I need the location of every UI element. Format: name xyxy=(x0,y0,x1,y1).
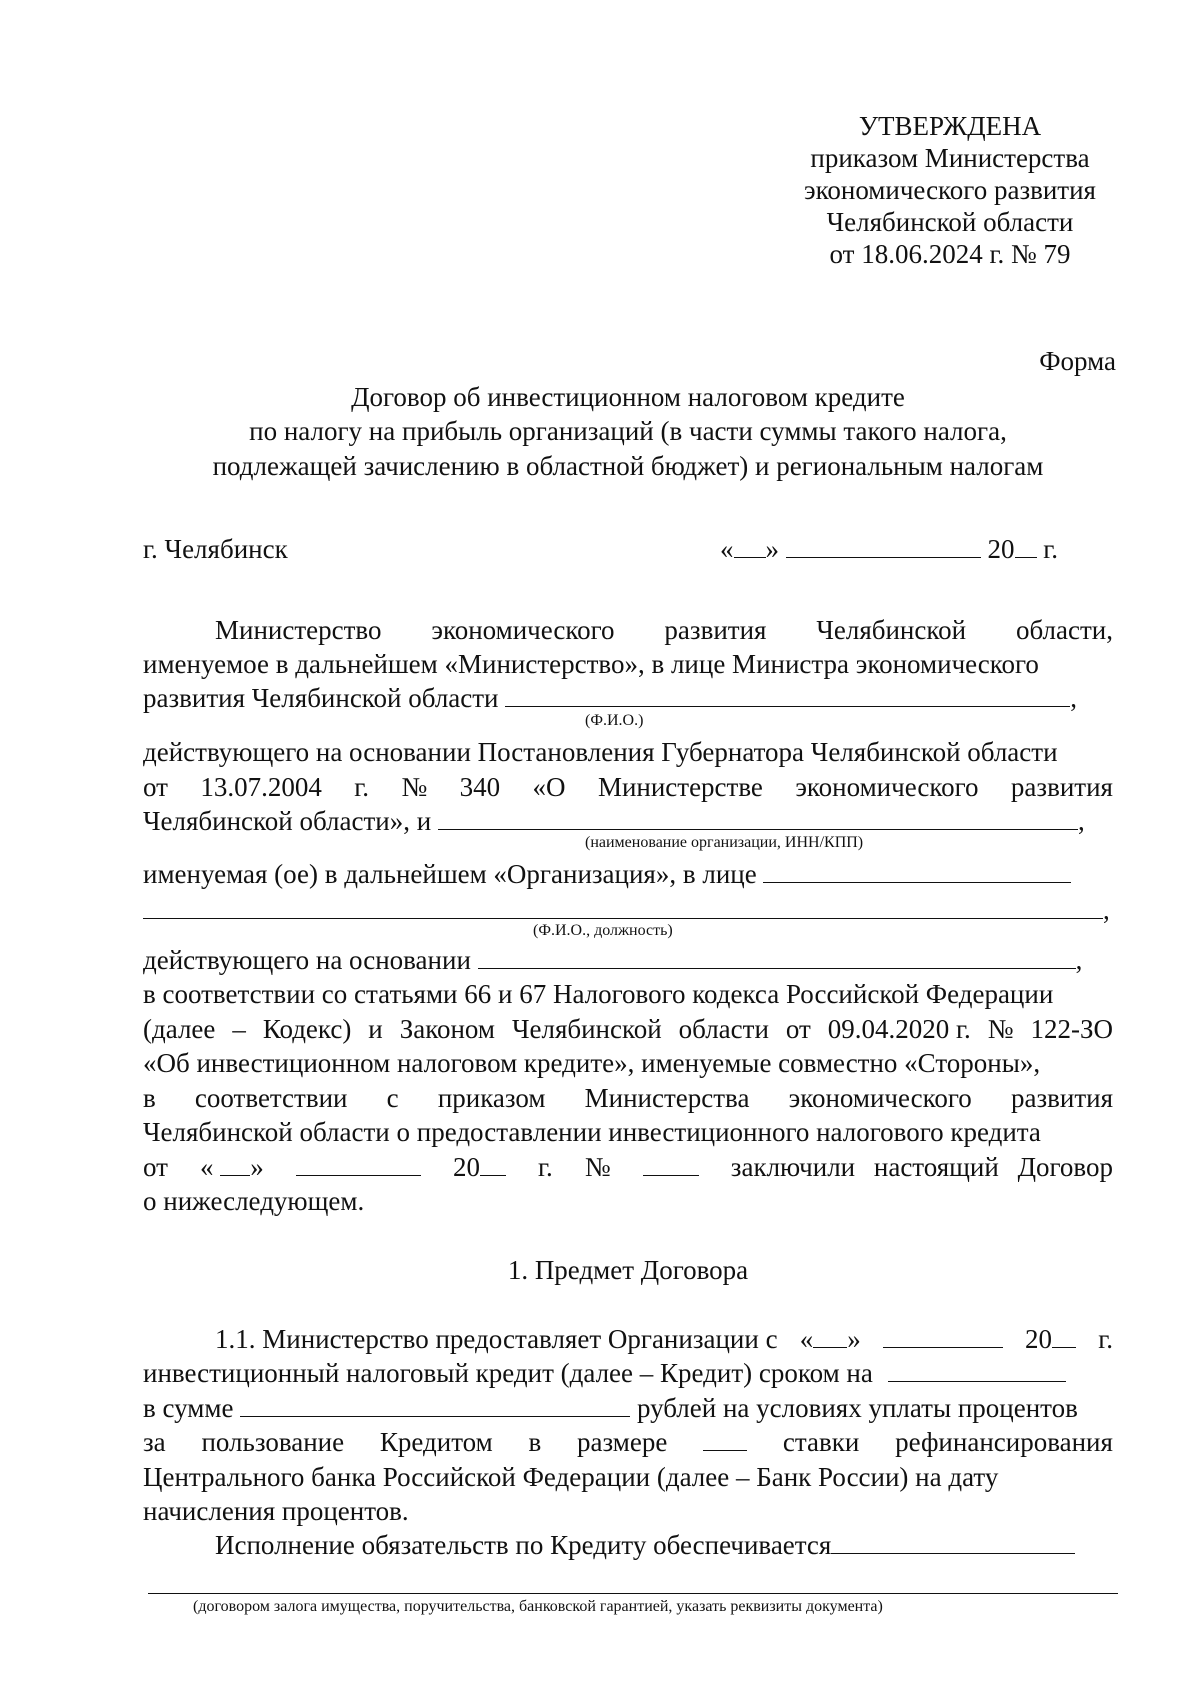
security-text: Исполнение обязательств по Кредиту обеспечивается xyxy=(215,1530,832,1560)
place: г. Челябинск xyxy=(143,534,288,564)
hint-security: (договором залога имущества, поручительства, банковской гарантией, указать реквизиты документа) xyxy=(193,1598,883,1615)
comma: , xyxy=(1075,945,1083,975)
contract-date xyxy=(720,532,1058,567)
basis-field[interactable] xyxy=(478,943,1076,969)
order-day-field[interactable] xyxy=(220,1150,250,1176)
word: Законом xyxy=(399,1014,495,1044)
parties-line-9: в соответствии со статьями 66 и 67 Налогового кодекса Российской Федерации xyxy=(143,979,1054,1009)
date-month-field[interactable] xyxy=(786,532,981,558)
word: Министерства xyxy=(584,1083,750,1113)
word: заключили настоящий Договор xyxy=(730,1152,1113,1182)
word: рефинансирования xyxy=(895,1427,1113,1457)
title-line-2: по налогу на прибыль организаций (в части суммы такого налога, xyxy=(249,416,1007,446)
title-line-1: Договор об инвестиционном налоговом кредите xyxy=(351,382,905,412)
year-prefix: 20 xyxy=(452,1152,480,1182)
section-1-line-4 xyxy=(143,1425,1113,1460)
section-1-security-line xyxy=(215,1528,1075,1563)
word: 122-ЗО xyxy=(1030,1014,1113,1044)
representative-field-part-2[interactable] xyxy=(143,893,1103,919)
rate-share-field[interactable] xyxy=(703,1425,747,1451)
word: 13.07.2004 xyxy=(200,772,322,802)
comma: , xyxy=(1070,683,1078,713)
date-quote-open: « xyxy=(720,534,734,564)
word: экономического xyxy=(795,772,979,802)
approval-title: УТВЕРЖДЕНА xyxy=(858,111,1042,141)
order-year xyxy=(453,1150,506,1185)
clause-text: 1.1. Министерство предоставляет Организации с xyxy=(215,1324,778,1354)
section-1-line-6: начисления процентов. xyxy=(143,1496,409,1526)
word: № xyxy=(401,772,428,802)
quote-open: « xyxy=(799,1324,814,1354)
word: в xyxy=(528,1427,542,1457)
word: пользование xyxy=(201,1427,345,1457)
date-day-field[interactable] xyxy=(734,532,766,558)
form-label: Форма xyxy=(1039,346,1116,376)
parties-line-5 xyxy=(143,770,1113,805)
word: Кредитом xyxy=(379,1427,493,1457)
basis-text: действующего на основании xyxy=(143,945,471,975)
hint-organization: (наименование организации, ИНН/КПП) xyxy=(585,834,864,851)
order-day xyxy=(200,1150,264,1185)
start-day-field[interactable] xyxy=(813,1322,847,1348)
start-year xyxy=(1025,1322,1076,1357)
region-and-text: Челябинской области», и xyxy=(143,806,432,836)
date-year-field[interactable] xyxy=(1015,532,1037,558)
word: приказом xyxy=(437,1083,546,1113)
word: области xyxy=(678,1014,769,1044)
word: области, xyxy=(1015,615,1113,645)
word: развития xyxy=(1010,1083,1113,1113)
approval-line-3: Челябинской области xyxy=(826,207,1074,237)
security-field-part-2[interactable] xyxy=(148,1568,1118,1594)
comma: , xyxy=(1077,806,1085,836)
word: экономического xyxy=(788,1083,972,1113)
word: Министерство xyxy=(215,615,382,645)
start-year-field[interactable] xyxy=(1052,1322,1076,1348)
word: 09.04.2020 г. xyxy=(827,1014,971,1044)
word: от xyxy=(143,1152,168,1182)
word: развития xyxy=(664,615,767,645)
hint-fio-position: (Ф.И.О., должность) xyxy=(533,922,673,939)
word: и xyxy=(368,1014,383,1044)
word: г. xyxy=(1098,1324,1113,1354)
word: от xyxy=(143,772,168,802)
year-prefix: 20 xyxy=(1025,1324,1053,1354)
order-number-field[interactable] xyxy=(643,1150,699,1176)
word: № xyxy=(987,1014,1014,1044)
section-1-line-2 xyxy=(143,1356,1066,1391)
section-1-heading: 1. Предмет Договора xyxy=(507,1255,749,1285)
comma: , xyxy=(1103,895,1110,925)
parties-line-7 xyxy=(143,857,1071,892)
quote-open: « xyxy=(200,1152,214,1182)
word: в xyxy=(143,1083,156,1113)
parties-line-1 xyxy=(215,613,1113,648)
ministry-region-text: развития Челябинской области xyxy=(143,683,499,713)
date-year-prefix: 20 xyxy=(987,534,1015,564)
organization-text: именуемая (ое) в дальнейшем «Организация», в лице xyxy=(143,859,757,889)
parties-line-2: именуемое в дальнейшем «Министерство», в лице Министра экономического xyxy=(143,649,1039,679)
security-field-part-1[interactable] xyxy=(831,1528,1075,1554)
credit-term-text: инвестиционный налоговый кредит (далее – Кредит) сроком на xyxy=(143,1358,873,1388)
parties-line-10 xyxy=(143,1012,1113,1047)
parties-line-3 xyxy=(143,681,1077,716)
representative-field-part-1[interactable] xyxy=(763,857,1071,883)
parties-line-4: действующего на основании Постановления Губернатора Челябинской области xyxy=(143,737,1058,767)
credit-term-field[interactable] xyxy=(888,1356,1066,1382)
word: экономического xyxy=(431,615,615,645)
word: Министерстве xyxy=(597,772,763,802)
parties-line-11: «Об инвестиционном налоговом кредите», именуемые совместно «Стороны», xyxy=(143,1048,1041,1078)
word: развития xyxy=(1010,772,1113,802)
interest-text: рублей на условиях уплаты процентов xyxy=(636,1393,1078,1423)
section-1-line-3 xyxy=(143,1391,1078,1426)
word: 340 xyxy=(459,772,501,802)
approval-line-4: от 18.06.2024 г. № 79 xyxy=(829,239,1071,269)
word: за xyxy=(143,1427,166,1457)
word: «О xyxy=(532,772,566,802)
word: Челябинской xyxy=(511,1014,662,1044)
amount-label: в сумме xyxy=(143,1393,234,1423)
approval-line-2: экономического развития xyxy=(804,175,1096,205)
approval-line-1: приказом Министерства xyxy=(810,143,1090,173)
word: г. xyxy=(538,1152,553,1182)
minister-fio-field[interactable] xyxy=(505,681,1070,707)
number-sign: № xyxy=(584,1152,611,1182)
word: соответствии xyxy=(194,1083,348,1113)
order-month-field[interactable] xyxy=(296,1150,421,1176)
section-1-line-1 xyxy=(215,1322,1113,1357)
parties-line-14 xyxy=(143,1150,1113,1185)
title-line-3: подлежащей зачислению в областной бюджет) и региональным налогам xyxy=(212,451,1044,481)
word: Челябинской xyxy=(816,615,967,645)
word: – xyxy=(232,1014,246,1044)
date-quote-close: » xyxy=(765,534,779,564)
order-year-field[interactable] xyxy=(480,1150,506,1176)
word: размере xyxy=(577,1427,668,1457)
parties-line-8 xyxy=(143,943,1082,978)
word: с xyxy=(386,1083,399,1113)
word: Кодекс) xyxy=(262,1014,352,1044)
quote-close: » xyxy=(250,1152,264,1182)
parties-line-15: о нижеследующем. xyxy=(143,1186,365,1216)
start-month-field[interactable] xyxy=(883,1322,1003,1348)
word: (далее xyxy=(143,1014,216,1044)
section-1-line-5: Центрального банка Российской Федерации (далее – Банк России) на дату xyxy=(143,1462,999,1492)
date-year-suffix: г. xyxy=(1043,534,1059,564)
quote-close: » xyxy=(847,1324,861,1354)
parties-line-13: Челябинской области о предоставлении инвестиционного налогового кредита xyxy=(143,1117,1041,1147)
start-day xyxy=(800,1322,861,1357)
hint-fio: (Ф.И.О.) xyxy=(585,712,644,729)
organization-name-field[interactable] xyxy=(438,804,1078,830)
word: ставки xyxy=(782,1427,860,1457)
parties-line-12 xyxy=(143,1081,1113,1116)
word: от xyxy=(785,1014,811,1044)
credit-amount-field[interactable] xyxy=(240,1391,630,1417)
word: г. xyxy=(354,772,370,802)
